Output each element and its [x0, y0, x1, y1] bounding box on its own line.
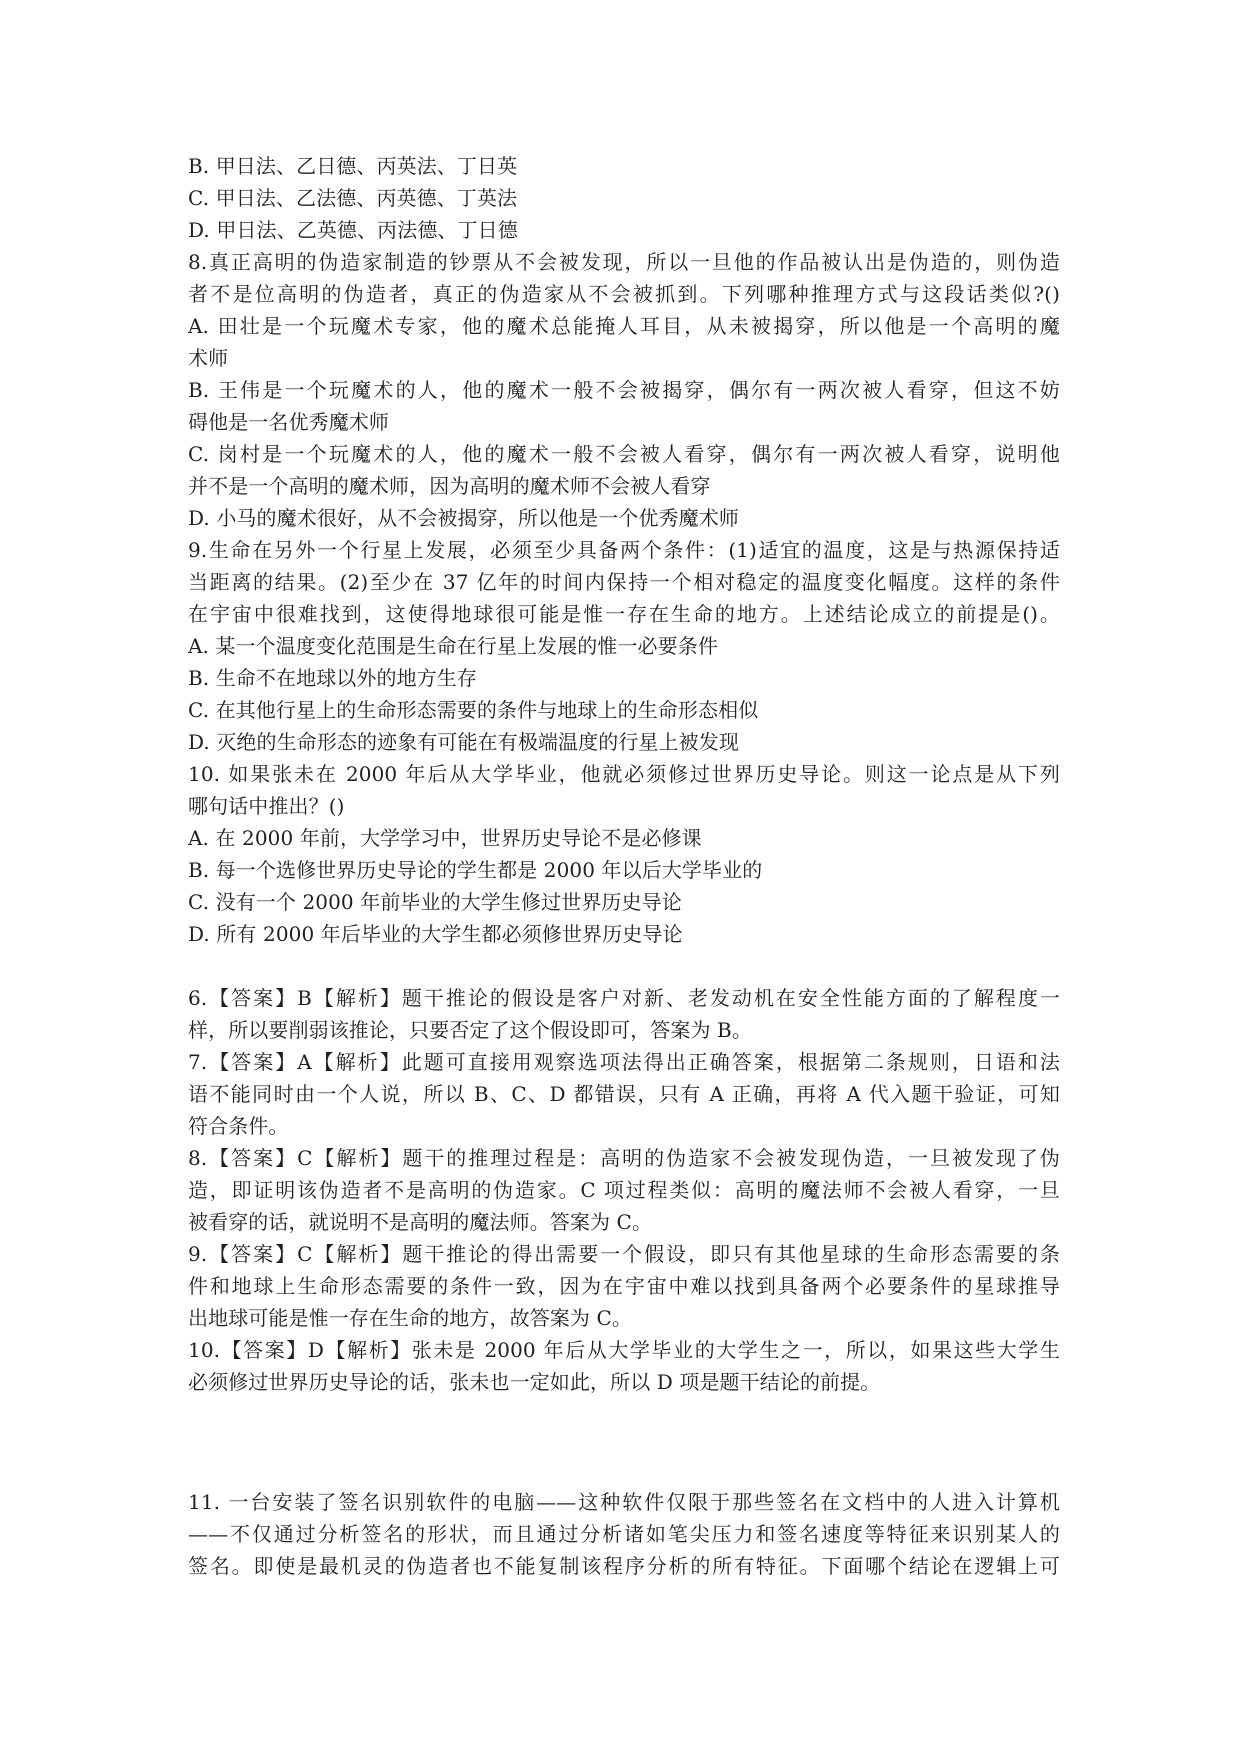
question-10-line: 哪句话中推出？() — [188, 794, 345, 818]
option-line: 并不是一个高明的魔术师，因为高明的魔术师不会被人看穿 — [188, 474, 711, 498]
question-11-line: 11. 一台安装了签名识别软件的电脑——这种软件仅限于那些签名在文档中的人进入计算机 — [188, 1490, 1060, 1514]
question-8-line: 8.真正高明的伪造家制造的钞票从不会被发现，所以一旦他的作品被认出是伪造的，则伪造 — [188, 250, 1060, 274]
option-line: B. 生命不在地球以外的地方生存 — [188, 666, 478, 690]
question-10-line: 10. 如果张未在 2000 年后从大学毕业，他就必须修过世界历史导论。则这一论点是从下列 — [188, 762, 1060, 786]
answer-line: 8.【答案】C【解析】题干的推理过程是：高明的伪造家不会被发现伪造，一旦被发现了伪 — [188, 1146, 1060, 1170]
document-page — [188, 150, 1060, 1582]
option-line: B. 王伟是一个玩魔术的人，他的魔术一般不会被揭穿，偶尔有一两次被人看穿，但这不妨 — [188, 378, 1060, 402]
answers-section — [188, 982, 1060, 1398]
question-9-line: 在宇宙中很难找到，这使得地球很可能是惟一存在生命的地方。上述结论成立的前提是()。 — [188, 602, 1060, 626]
answer-line: 10.【答案】D【解析】张未是 2000 年后从大学毕业的大学生之一，所以，如果这些大学生 — [188, 1338, 1060, 1362]
answer-line: 9.【答案】C【解析】题干推论的得出需要一个假设，即只有其他星球的生命形态需要的条 — [188, 1242, 1060, 1266]
question-9-line: 9.生命在另外一个行星上发展，必须至少具备两个条件：(1)适宜的温度，这是与热源保持适 — [188, 538, 1060, 562]
option-line: C. 甲日法、乙法德、丙英德、丁英法 — [188, 186, 518, 210]
answer-line: 样，所以要削弱该推论，只要否定了这个假设即可，答案为 B。 — [188, 1018, 752, 1042]
option-line: D. 所有 2000 年后毕业的大学生都必须修世界历史导论 — [188, 922, 683, 946]
option-line: A. 田壮是一个玩魔术专家，他的魔术总能掩人耳目，从未被揭穿，所以他是一个高明的魔 — [188, 314, 1060, 338]
question-8-line: 者不是位高明的伪造者，真正的伪造家从不会被抓到。下列哪种推理方式与这段话类似?() — [188, 282, 1060, 306]
answer-line: 符合条件。 — [188, 1114, 289, 1138]
section-spacer — [188, 1398, 1060, 1486]
answer-line: 被看穿的话，就说明不是高明的魔法师。答案为 C。 — [188, 1210, 653, 1234]
option-line: D. 小马的魔术很好，从不会被揭穿，所以他是一个优秀魔术师 — [188, 506, 739, 530]
option-line: B. 每一个选修世界历史导论的学生都是 2000 年以后大学毕业的 — [188, 858, 763, 882]
question-11-line: 签名。即使是最机灵的伪造者也不能复制该程序分析的所有特征。下面哪个结论在逻辑上可 — [188, 1554, 1060, 1578]
answer-line: 7.【答案】A【解析】此题可直接用观察选项法得出正确答案，根据第二条规则，日语和法 — [188, 1050, 1060, 1074]
option-line: 术师 — [188, 346, 229, 370]
answer-line: 必须修过世界历史导论的话，张未也一定如此，所以 D 项是题干结论的前提。 — [188, 1370, 881, 1394]
section-spacer — [188, 950, 1060, 982]
option-line: C. 在其他行星上的生命形态需要的条件与地球上的生命形态相似 — [188, 698, 759, 722]
option-line: C. 没有一个 2000 年前毕业的大学生修过世界历史导论 — [188, 890, 682, 914]
option-line: A. 某一个温度变化范围是生命在行星上发展的惟一必要条件 — [188, 634, 718, 658]
answer-line: 造，即证明该伪造者不是高明的伪造家。C 项过程类似：高明的魔法师不会被人看穿，一旦 — [188, 1178, 1060, 1202]
questions-section — [188, 150, 1060, 950]
option-line: C. 岗村是一个玩魔术的人，他的魔术一般不会被人看穿，偶尔有一两次被人看穿，说明他 — [188, 442, 1060, 466]
question-11-line: ——不仅通过分析签名的形状，而且通过分析诸如笔尖压力和签名速度等特征来识别某人的 — [188, 1522, 1060, 1546]
question-9-line: 当距离的结果。(2)至少在 37 亿年的时间内保持一个相对稳定的温度变化幅度。这样的条件 — [188, 570, 1060, 594]
option-line: A. 在 2000 年前，大学学习中，世界历史导论不是必修课 — [188, 826, 702, 850]
answer-line: 出地球可能是惟一存在生命的地方，故答案为 C。 — [188, 1306, 632, 1330]
option-line: D. 甲日法、乙英德、丙法德、丁日德 — [188, 218, 518, 242]
answer-line: 件和地球上生命形态需要的条件一致，因为在宇宙中难以找到具备两个必要条件的星球推导 — [188, 1274, 1060, 1298]
answer-line: 6.【答案】B【解析】题干推论的假设是客户对新、老发动机在安全性能方面的了解程度一 — [188, 986, 1060, 1010]
option-line: B. 甲日法、乙日德、丙英法、丁日英 — [188, 154, 518, 178]
option-line: 碍他是一名优秀魔术师 — [188, 410, 389, 434]
answer-line: 语不能同时由一个人说，所以 B、C、D 都错误，只有 A 正确，再将 A 代入题干验证，可知 — [188, 1082, 1060, 1106]
option-line: D. 灭绝的生命形态的迹象有可能在有极端温度的行星上被发现 — [188, 730, 739, 754]
question-11-section — [188, 1486, 1060, 1582]
